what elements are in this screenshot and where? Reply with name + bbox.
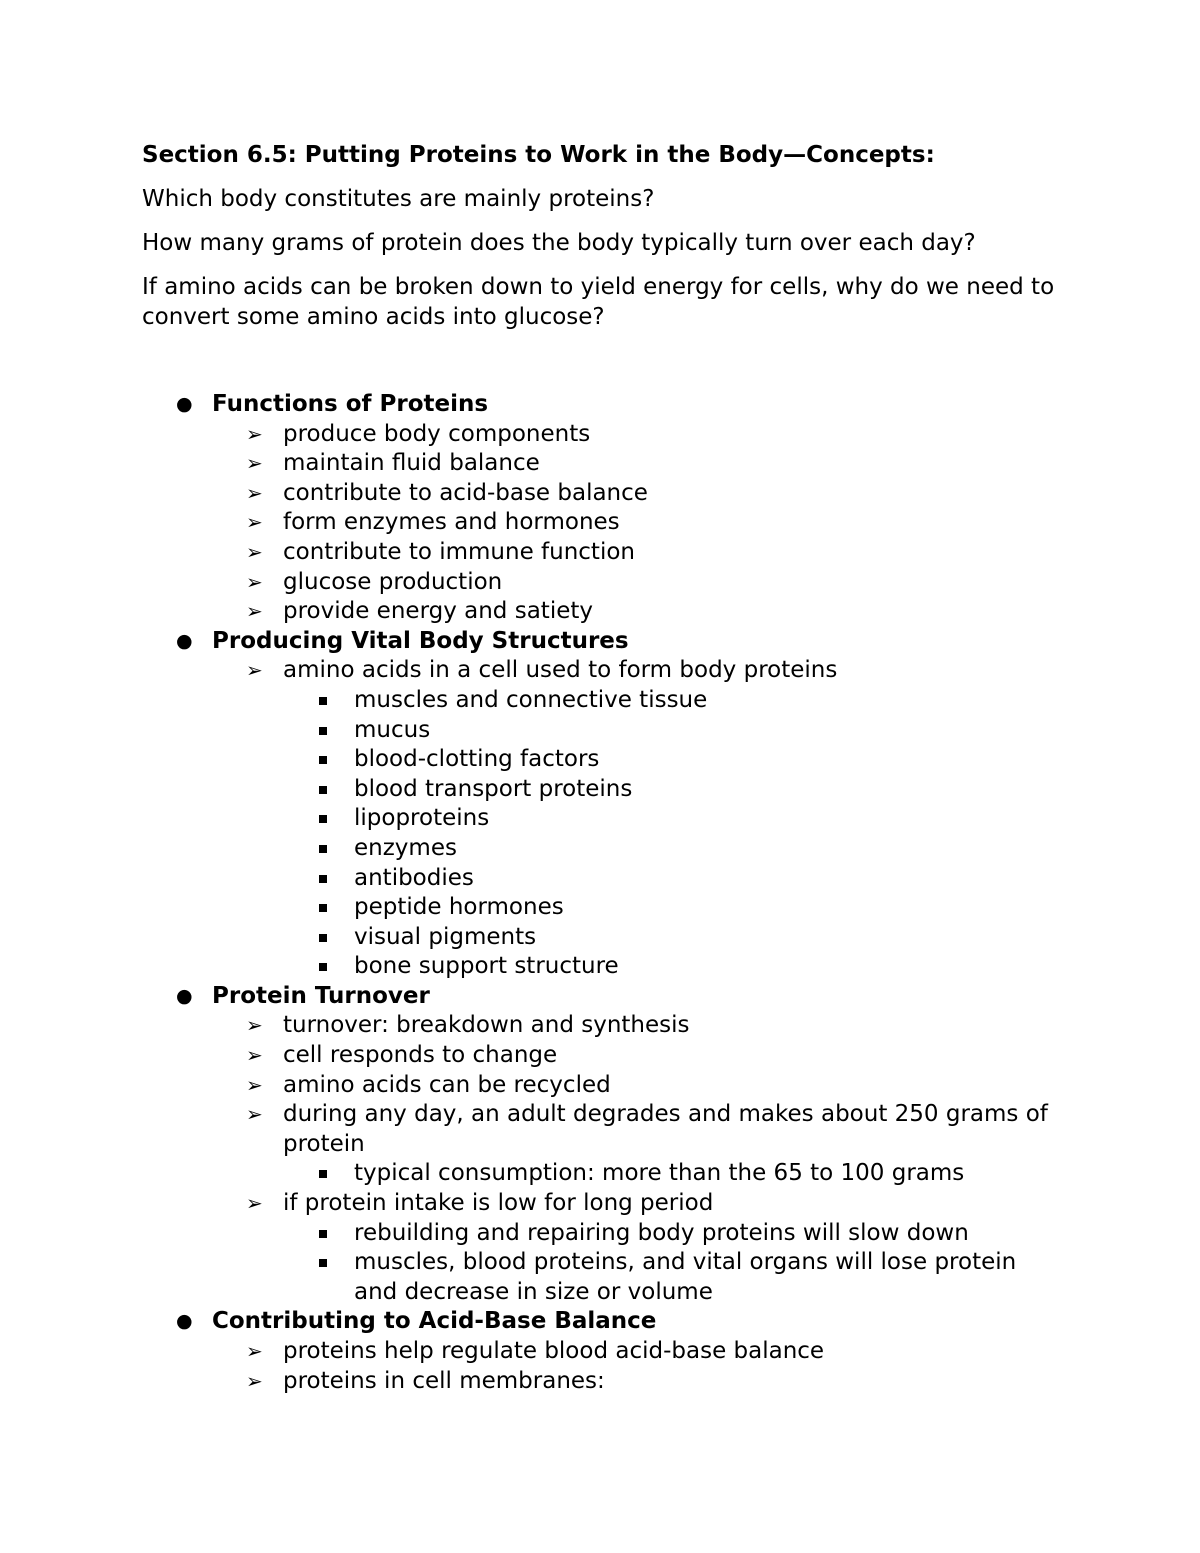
sublist xyxy=(283,1159,1062,1189)
arrow-bullet-icon: ➢ xyxy=(246,1013,263,1038)
list-item xyxy=(212,508,1062,538)
sublist xyxy=(212,1011,1062,1307)
bullet-icon: ● xyxy=(176,1310,193,1333)
section-title: Contributing to Acid-Base Balance xyxy=(212,1308,657,1335)
sublist xyxy=(212,420,1062,627)
square-bullet-icon xyxy=(319,845,327,853)
arrow-bullet-icon: ➢ xyxy=(246,1368,263,1393)
square-bullet-icon xyxy=(319,697,327,705)
arrow-bullet-icon: ➢ xyxy=(246,451,263,476)
list-item xyxy=(212,568,1062,598)
item-text: lipoproteins xyxy=(354,805,490,832)
list-item xyxy=(283,1248,1062,1307)
list-item xyxy=(283,952,1062,982)
list-item xyxy=(212,1041,1062,1071)
list-item xyxy=(212,449,1062,479)
list-item xyxy=(283,804,1062,834)
outline-section xyxy=(142,1307,1062,1396)
square-bullet-icon xyxy=(319,1230,327,1238)
item-text: amino acids in a cell used to form body proteins xyxy=(283,657,838,684)
item-text: mucus xyxy=(354,716,431,743)
bullet-icon: ● xyxy=(176,393,193,415)
list-item xyxy=(283,716,1062,746)
arrow-bullet-icon: ➢ xyxy=(246,421,263,446)
item-text: proteins in cell membranes: xyxy=(283,1367,605,1394)
arrow-bullet-icon: ➢ xyxy=(246,1072,263,1097)
list-item xyxy=(212,1071,1062,1101)
spacer xyxy=(142,346,1062,390)
list-item xyxy=(212,597,1062,627)
square-bullet-icon xyxy=(319,1170,327,1178)
sublist xyxy=(283,1219,1062,1308)
sublist xyxy=(283,686,1062,982)
arrow-bullet-icon: ➢ xyxy=(246,569,263,594)
item-text: during any day, an adult degrades and makes about 250 grams of protein xyxy=(283,1101,1048,1157)
square-bullet-icon xyxy=(319,727,327,735)
section-heading: Section 6.5: Putting Proteins to Work in the Body—Concepts: xyxy=(142,142,935,168)
list-item xyxy=(283,775,1062,805)
item-text: glucose production xyxy=(283,568,503,595)
item-text: rebuilding and repairing body proteins will slow down xyxy=(354,1219,969,1246)
item-text: turnover: breakdown and synthesis xyxy=(283,1012,690,1039)
outline-section xyxy=(142,982,1062,1308)
list-item xyxy=(212,1189,1062,1307)
item-text: blood-clotting factors xyxy=(354,746,600,773)
list-item xyxy=(283,1159,1062,1189)
list-item xyxy=(212,538,1062,568)
section-title: Functions of Proteins xyxy=(212,391,489,417)
square-bullet-icon xyxy=(319,934,327,942)
list-item xyxy=(283,923,1062,953)
square-bullet-icon xyxy=(319,815,327,823)
item-text: cell responds to change xyxy=(283,1042,558,1069)
item-text: muscles, blood proteins, and vital organs will lose protein and decrease in size or volume xyxy=(354,1249,1017,1305)
arrow-bullet-icon: ➢ xyxy=(246,510,263,535)
arrow-bullet-icon: ➢ xyxy=(246,599,263,624)
list-item xyxy=(212,1337,1062,1367)
arrow-bullet-icon: ➢ xyxy=(246,1043,263,1068)
square-bullet-icon xyxy=(319,963,327,971)
outline-list xyxy=(142,390,1062,1396)
arrow-bullet-icon: ➢ xyxy=(246,1339,263,1363)
question: If amino acids can be broken down to yield energy for cells, why do we need to convert some amino acids into glucose? xyxy=(142,274,1055,330)
outline-section xyxy=(142,390,1062,627)
section-title: Protein Turnover xyxy=(212,982,430,1009)
question: How many grams of protein does the body typically turn over each day? xyxy=(142,230,976,256)
outline-section xyxy=(142,627,1062,982)
item-text: if protein intake is low for long period xyxy=(283,1190,714,1217)
list-item xyxy=(212,656,1062,982)
square-bullet-icon xyxy=(319,786,327,794)
list-item xyxy=(283,864,1062,894)
item-text: muscles and connective tissue xyxy=(354,686,708,713)
section-title: Producing Vital Body Structures xyxy=(212,627,629,654)
list-item xyxy=(212,479,1062,509)
list-item xyxy=(283,834,1062,864)
item-text: produce body components xyxy=(283,420,591,447)
item-text: contribute to immune function xyxy=(283,538,635,565)
arrow-bullet-icon: ➢ xyxy=(246,1191,263,1216)
document-page xyxy=(142,140,1062,1396)
item-text: contribute to acid-base balance xyxy=(283,479,648,506)
arrow-bullet-icon: ➢ xyxy=(246,658,263,683)
item-text: form enzymes and hormones xyxy=(283,509,620,536)
item-text: amino acids can be recycled xyxy=(283,1071,611,1098)
square-bullet-icon xyxy=(319,904,327,912)
arrow-bullet-icon: ➢ xyxy=(246,480,263,505)
arrow-bullet-icon: ➢ xyxy=(246,539,263,564)
square-bullet-icon xyxy=(319,875,327,883)
square-bullet-icon xyxy=(319,756,327,764)
bullet-icon: ● xyxy=(176,984,193,1007)
square-bullet-icon xyxy=(319,1259,327,1267)
item-text: visual pigments xyxy=(354,923,537,950)
bullet-icon: ● xyxy=(176,629,193,652)
item-text: maintain fluid balance xyxy=(283,450,540,477)
sublist xyxy=(212,656,1062,982)
item-text: proteins help regulate blood acid-base balance xyxy=(283,1338,825,1364)
list-item xyxy=(283,893,1062,923)
item-text: typical consumption: more than the 65 to 100 grams xyxy=(354,1160,965,1187)
question: Which body constitutes are mainly proteins? xyxy=(142,186,655,212)
item-text: bone support structure xyxy=(354,953,619,980)
item-text: peptide hormones xyxy=(354,894,564,921)
list-item xyxy=(283,745,1062,775)
item-text: blood transport proteins xyxy=(354,775,633,802)
list-item xyxy=(283,1219,1062,1249)
list-item xyxy=(212,420,1062,450)
item-text: enzymes xyxy=(354,834,457,861)
list-item xyxy=(212,1367,1062,1397)
arrow-bullet-icon: ➢ xyxy=(246,1102,263,1127)
item-text: antibodies xyxy=(354,864,474,891)
sublist xyxy=(212,1337,1062,1396)
item-text: provide energy and satiety xyxy=(283,598,593,625)
list-item xyxy=(212,1011,1062,1041)
list-item xyxy=(283,686,1062,716)
list-item xyxy=(212,1100,1062,1189)
